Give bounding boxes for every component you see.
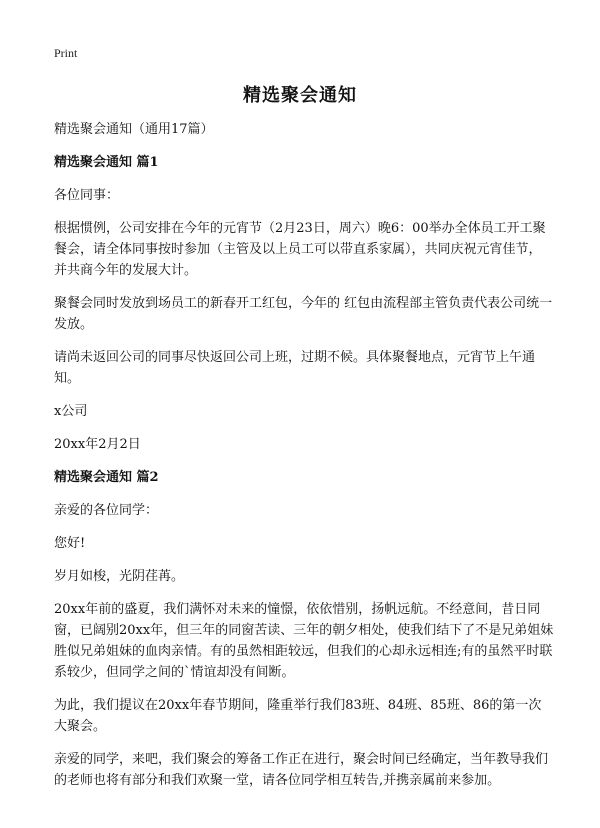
section-1-paragraph-2: 聚餐会同时发放到场员工的新春开工红包，今年的 红包由流程部主管负责代表公司统一发放。 bbox=[54, 296, 553, 332]
print-label: Print bbox=[54, 46, 78, 60]
page-title: 精选聚会通知 bbox=[243, 85, 357, 106]
section-2-paragraph-3: 亲爱的同学，来吧，我们聚会的筹备工作正在进行，聚会时间已经确定，当年教导我们的老师也将有部分和我们欢聚一堂，请各位同学相互转告,并携亲属前来参加。 bbox=[54, 752, 549, 788]
section-2-paragraph-2: 为此，我们提议在20xx年春节期间，隆重举行我们83班、84班、85班、86的第一次大聚会。 bbox=[54, 698, 542, 734]
section-2-line-1: 岁月如梭，光阴荏苒。 bbox=[54, 569, 185, 584]
section-1-greeting: 各位同事： bbox=[54, 188, 120, 203]
section-2-hello: 您好! bbox=[54, 536, 86, 551]
document-body bbox=[54, 119, 554, 803]
section-2-greeting: 亲爱的各位同学： bbox=[54, 503, 159, 518]
section-1-heading: 精选聚会通知 篇1 bbox=[54, 155, 159, 170]
section-1-paragraph-3: 请尚未返回公司的同事尽快返回公司上班，过期不候。具体聚餐地点，元宵节上午通知。 bbox=[54, 350, 536, 386]
document-subtitle: 精选聚会通知（通用17篇） bbox=[54, 122, 214, 137]
section-2-heading: 精选聚会通知 篇2 bbox=[54, 470, 159, 485]
section-1-date: 20xx年2月2日 bbox=[54, 437, 141, 452]
section-1-signature: x公司 bbox=[54, 404, 88, 419]
section-1-paragraph-1: 根据惯例，公司安排在今年的元宵节（2月23日，周六）晚6：00举办全体员工开工聚餐会，请全体同事按时参加（主管及以上员工可以带直系家属），共同庆祝元宵佳节，并共商今年的发展大计。 bbox=[54, 221, 546, 278]
section-2-paragraph-1: 20xx年前的盛夏，我们满怀对未来的憧憬，依依惜别，扬帆远航。不经意间，昔日同窗，已阔别20xx年，但三年的同窗苦读、三年的朝夕相处，使我们结下了不是兄弟姐妹胜似兄弟姐妹的血肉亲情。有的虽然相距较远，但我们的心却永远相连;有的虽然平时联系较少，但同学之间的`情谊却没有间断。 bbox=[54, 602, 554, 680]
